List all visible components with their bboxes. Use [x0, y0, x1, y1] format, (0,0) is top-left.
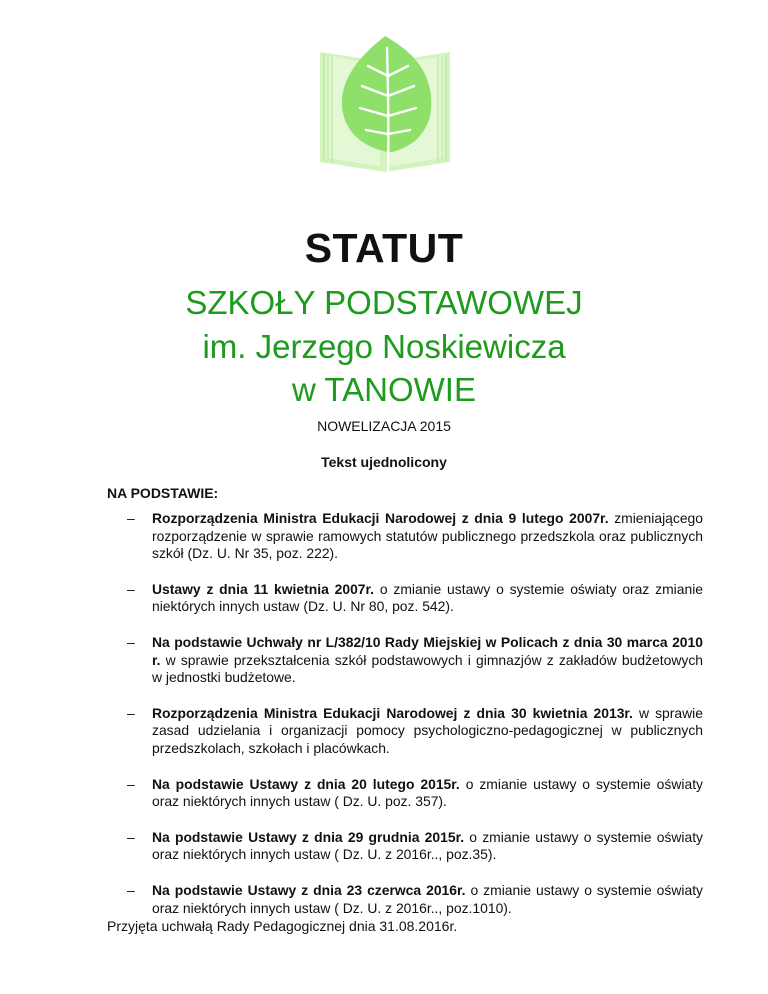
item-text: o zmianie ustawy o systemie oświaty oraz niektórych innych ustaw ( Dz. U. poz. 357).	[152, 775, 703, 810]
basis-heading: NA PODSTAWIE:	[107, 485, 219, 501]
list-item: – Na podstawie Ustawy z dnia 23 czerwca 2016r. o zmianie ustawy o systemie oświaty oraz niektórych innych ustaw ( Dz. U. z 2016r.., poz.1010).	[127, 881, 703, 916]
item-bold-text: Na podstawie Uchwały nr L/382/10 Rady Miejskiej w Policach z dnia 30 marca 2010 r.	[152, 633, 703, 668]
item-bold-text: Rozporządzenia Ministra Edukacji Narodowej z dnia 30 kwietnia 2013r.	[152, 704, 633, 721]
school-name-line2: im. Jerzego Noskiewicza	[202, 328, 566, 365]
item-bold-text: Na podstawie Ustawy z dnia 23 czerwca 2016r.	[152, 881, 466, 898]
school-name-line3: w TANOWIE	[292, 371, 476, 408]
item-bold-text: Na podstawie Ustawy z dnia 20 lutego 2015r.	[152, 775, 460, 792]
item-text: o zmianie ustawy o systemie oświaty oraz niektórych innych ustaw ( Dz. U. z 2016r.., poz.35).	[152, 828, 704, 863]
list-item: – Rozporządzenia Ministra Edukacji Narodowej z dnia 9 lutego 2007r. zmieniającego rozporządzenie w sprawie ramowych statutów publicznego przedszkola oraz publicznych szkół (Dz. U. Nr 35, poz. 222).	[127, 510, 704, 562]
item-text: w sprawie przekształcenia szkół podstawowych i gimnazjów z zakładów budżetowych w jednostki budżetowe.	[152, 651, 703, 686]
adoption-note: Przyjęta uchwałą Rady Pedagogicznej dnia 31.08.2016r.	[107, 918, 458, 934]
school-name-line1: SZKOŁY PODSTAWOWEJ	[185, 284, 583, 321]
item-text: zmieniającego rozporządzenie w sprawie ramowych statutów publicznego przedszkola oraz publicznych szkół (Dz. U. Nr 35, poz. 222).	[152, 510, 704, 562]
list-item: – Na podstawie Ustawy z dnia 29 grudnia 2015r. o zmianie ustawy o systemie oświaty oraz niektórych innych ustaw ( Dz. U. z 2016r.., poz.35).	[127, 828, 704, 863]
list-item: – Na podstawie Uchwały nr L/382/10 Rady Miejskiej w Policach z dnia 30 marca 2010 r. w sprawie przekształcenia szkół podstawowych i gimnazjów z zakładów budżetowych w jednostki budżetowe.	[127, 633, 703, 686]
item-text: w sprawie zasad udzielania i organizacji pomocy psychologiczno-pedagogicznej w publicznych przedszkolach, szkołach i placówkach.	[152, 704, 703, 756]
list-item: – Ustawy z dnia 11 kwietnia 2007r. o zmianie ustawy o systemie oświaty oraz zmianie niektórych innych ustaw (Dz. U. Nr 80, poz. 542).	[127, 580, 704, 615]
list-item: – Na podstawie Ustawy z dnia 20 lutego 2015r. o zmianie ustawy o systemie oświaty oraz niektórych innych ustaw ( Dz. U. poz. 357).	[127, 775, 703, 810]
school-logo	[318, 34, 452, 186]
unified-text-label: Tekst ujednolicony	[321, 454, 447, 470]
document-title: STATUT	[304, 225, 464, 271]
list-item: – Rozporządzenia Ministra Edukacji Narodowej z dnia 30 kwietnia 2013r. w sprawie zasad udzielania i organizacji pomocy psychologiczno-pedagogicznej w publicznych przedszkolach, szkołach i placówkach.	[127, 704, 703, 756]
item-text: o zmianie ustawy o systemie oświaty oraz zmianie niektórych innych ustaw (Dz. U. Nr 80, poz. 542).	[152, 580, 704, 615]
edition-label: NOWELIZACJA 2015	[317, 418, 451, 434]
item-bold-text: Ustawy z dnia 11 kwietnia 2007r.	[152, 580, 375, 597]
item-text: o zmianie ustawy o systemie oświaty oraz niektórych innych ustaw ( Dz. U. z 2016r.., poz.1010).	[152, 881, 703, 916]
item-bold-text: Rozporządzenia Ministra Edukacji Narodowej z dnia 9 lutego 2007r.	[152, 510, 609, 526]
legal-basis-list	[107, 510, 703, 935]
item-bold-text: Na podstawie Ustawy z dnia 29 grudnia 2015r.	[152, 828, 465, 845]
